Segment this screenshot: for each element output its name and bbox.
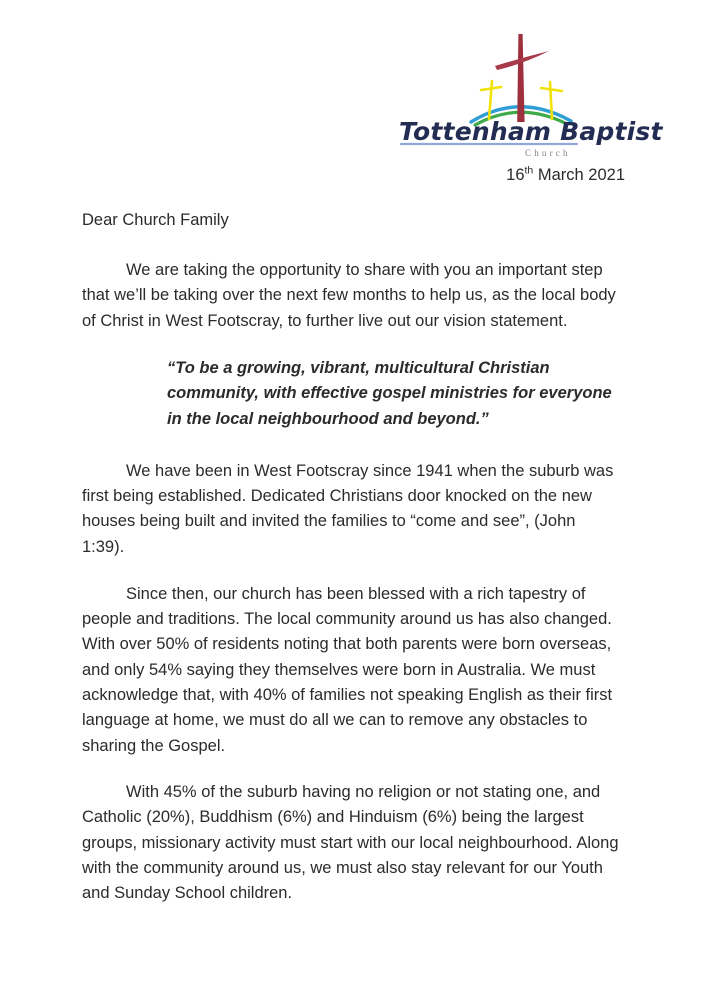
logo-wordmark: Tottenham Baptist: [399, 117, 663, 146]
paragraph-4: With 45% of the suburb having no religion or not stating one, and Catholic (20%), Buddhism (6%) and Hinduism (6%) being the largest groups, missionary activity must start with our local neighbourhood. Along with the community around us, we must also stay relevant for our Youth and Sunday School children.: [82, 782, 619, 903]
letter-body: [82, 208, 622, 928]
vision-statement: “To be a growing, vibrant, multicultural Christian community, with effective gospel ministries for everyone in the local neighbourhood and beyond.”: [167, 358, 612, 429]
church-logo: [399, 18, 663, 158]
date-month-year: March 2021: [533, 166, 625, 184]
salutation: Dear Church Family: [82, 211, 229, 229]
date-day: 16: [506, 166, 525, 184]
paragraph-2: We have been in West Footscray since 1941 when the suburb was first being established. Dedicated Christians door knocked on the new houses being built and invited the families to “come and see”, (John 1:39).: [82, 461, 614, 556]
logo-subtitle: Church: [525, 148, 571, 158]
logo-graphic: [399, 18, 663, 158]
paragraph-1: We are taking the opportunity to share with you an important step that we’ll be taking over the next few months to help us, as the local body of Christ in West Footscray, to further live out our vision statement.: [82, 261, 616, 330]
paragraph-3: Since then, our church has been blessed with a rich tapestry of people and traditions. The local community around us has also changed. With over 50% of residents noting that both parents were born overseas, and only 54% saying they themselves were born in Australia. We must acknowledge that, with 40% of families not speaking English as their first language at home, we must do all we can to remove any obstacles to sharing the Gospel.: [82, 584, 613, 755]
main-cross-vertical-icon: [517, 34, 524, 122]
date-ordinal-suffix: th: [524, 164, 534, 177]
letter-date: [82, 165, 625, 185]
letterhead: [399, 18, 663, 158]
